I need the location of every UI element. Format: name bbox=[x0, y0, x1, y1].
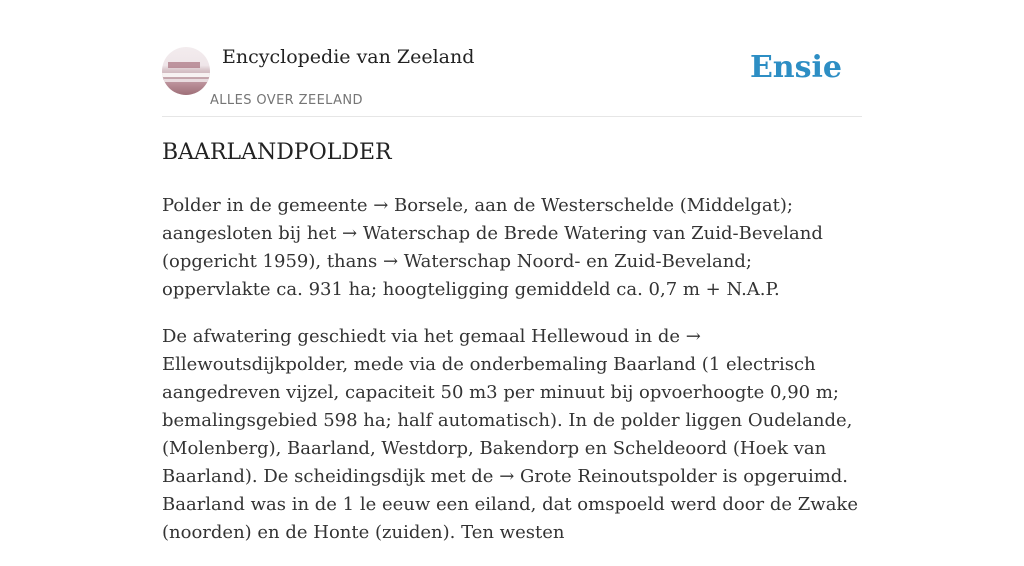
link-grote-reinoutspolder[interactable]: → Grote Reinoutspolder bbox=[499, 466, 717, 487]
site-title[interactable]: Encyclopedie van Zeeland bbox=[222, 46, 475, 68]
article-body bbox=[162, 192, 862, 566]
site-subtitle: ALLES OVER ZEELAND bbox=[210, 93, 363, 108]
ensie-logo-link[interactable]: Ensie bbox=[749, 50, 842, 85]
link-borsele[interactable]: → Borsele bbox=[373, 195, 463, 216]
page-title: BAARLANDPOLDER bbox=[162, 140, 392, 165]
page bbox=[162, 0, 862, 543]
text: (opgericht 1959), thans bbox=[162, 251, 383, 272]
text: De afwatering geschiedt via het gemaal Hellewoud in de bbox=[162, 326, 686, 347]
text: , aan de Westerschelde (Middelgat); aangesloten bij het bbox=[162, 195, 793, 244]
site-header bbox=[162, 0, 862, 117]
book-stack-icon[interactable] bbox=[162, 47, 210, 95]
text: Polder in de gemeente bbox=[162, 195, 374, 216]
paragraph-2 bbox=[162, 323, 862, 547]
text: is opgeruimd. Baarland was in de 1 le eeuw een eiland, dat omspoeld werd door de Zwake (noorden) en de Honte (zuiden). Ten westen bbox=[162, 466, 858, 543]
paragraph-1 bbox=[162, 192, 862, 304]
text: ; oppervlakte ca. 931 ha; hoogteligging gemiddeld ca. 0,7 m + N.A.P. bbox=[162, 251, 780, 300]
link-waterschap-brede-watering[interactable]: → Waterschap de Brede Watering van Zuid-Beveland bbox=[342, 223, 823, 244]
link-ellewoutsdijkpolder[interactable]: → Ellewoutsdijkpolder bbox=[162, 326, 701, 375]
text: , mede via de onderbemaling Baarland (1 electrisch aangedreven vijzel, capaciteit 50 m3 per minuut bij opvoerhoogte 0,90 m; bemalingsgebied 598 ha; half automatisch). In de polder liggen Oudelande, (Molenberg), Baarland, Westdorp, Bakendorp en Scheldeoord (Hoek van Baarland). De scheidingsdijk met de bbox=[162, 354, 853, 487]
link-waterschap-noord-zuid-beveland[interactable]: → Waterschap Noord- en Zuid-Beveland bbox=[382, 251, 746, 272]
